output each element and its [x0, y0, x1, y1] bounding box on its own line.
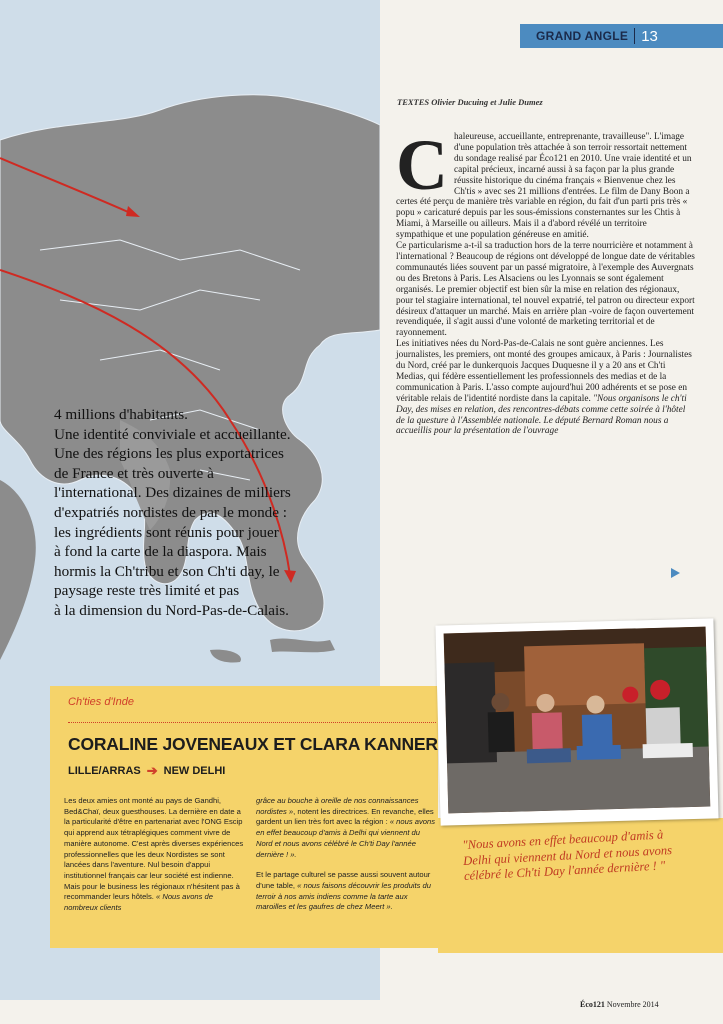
sidebar-col2-quote-a: grâce au bouche à oreille de nos connaissances nordistes »	[256, 796, 419, 816]
sidebar-col2-text-b	[256, 870, 436, 913]
section-header-tab	[520, 24, 723, 48]
article-paragraph-3	[396, 339, 696, 437]
arrow-right-icon: ➔	[146, 763, 158, 778]
article-paragraph-2: Ce particularisme a-t-il sa traduction hors de la terre nourricière et notamment à l'international ? Beaucoup de régions ont développé de longue date de véritables communautés liées souvent par un passé migratoire, à l'exemple des Auvergnats ou des Bretons à Paris. Les Alsaciens ou les Lyonnais se sont également organisés. Le premier objectif est bien sûr la mise en relation des régionaux, pour tel stagiaire international, tel nouvel expatrié, tel patron ou directeur export désireux d'attaquer un marché. Mais en arrière plan -voire de façon ouvertement revendiquée, il s'agit aussi d'une volonté de marketing territorial et de rayonnement.	[396, 241, 695, 339]
sidebar-col2-quote-b: « nous avons en effet beaucoup d'amis à Delhi qui viennent du Nord et nous avons célébré le Ch'ti Day l'année dernière ! ».	[256, 817, 435, 859]
group-photo	[444, 627, 711, 814]
footer-date: Novembre 2014	[606, 1000, 659, 1009]
dropcap-letter: C	[396, 125, 448, 205]
sidebar-headline: CORALINE JOVENEAUX ET CLARA KANNER	[68, 734, 438, 754]
page-number: 13	[641, 27, 658, 45]
photo-frame	[435, 618, 718, 825]
footer-brand: Éco121	[580, 1000, 605, 1009]
pullquote-text: "Nous avons en effet beaucoup d'amis à Delhi qui viennent du Nord et nous avons célébré le Ch'ti Day l'année dernière ! "	[462, 827, 673, 884]
intro-line: l'international. Des dizaines de milliers	[54, 484, 291, 502]
header-separator	[634, 28, 635, 44]
intro-text	[54, 405, 370, 621]
route-from: LILLE/ARRAS	[68, 765, 141, 777]
sidebar-col2-text-a	[256, 796, 436, 860]
intro-line: paysage reste très limité et pas	[54, 582, 240, 600]
dotted-divider	[68, 722, 436, 723]
intro-line: 4 millions d'habitants.	[54, 406, 188, 423]
sidebar-col1-body: Les deux amies ont monté au pays de Gandhi, Bed&Chaï, deux guesthouses. La dernière en date a la particularité d'être en partenariat avec l'ONG Escip qui apprend aux tétraplégiques comment vivre de manière autonome. C'est après diverses expériences professionnelles que les deux Nordistes se sont lancées dans l'aventure. Nul besoin d'appui institutionnel français car leur société est indienne. Mais pour le business les régionaux n'hésitent pas à recommander leurs hôtels.	[64, 796, 244, 902]
intro-line: à la dimension du Nord-Pas-de-Calais.	[54, 601, 289, 619]
article-body	[396, 125, 696, 437]
group-photo-illustration	[444, 627, 711, 814]
route-to: NEW DELHI	[163, 765, 226, 777]
intro-line: Une identité conviviale et accueillante.	[54, 425, 291, 443]
intro-line: les ingrédients sont réunis pour jouer	[54, 523, 279, 541]
intro-line: Une des régions les plus exportatrices	[54, 445, 284, 463]
sidebar-kicker: Ch'ties d'Inde	[68, 696, 134, 708]
continue-arrow-icon	[671, 568, 680, 578]
sidebar-col1-quote: « Nous avons de nombreux clients	[64, 892, 214, 913]
sidebar-column-2	[256, 796, 436, 913]
article-italic-quote: "Nous organisons le ch'ti Day, des mises en relation, des rencontres-débats comme cette soirée à l'hôtel de la questure à l'Assemblée nationale. Le député Bernard Roman nous a accueillis pour la présentation de l'ouvrage	[396, 393, 687, 437]
sidebar-col2-quote-c: « nous faisons découvrir les produits du terroir à nos amis indiens comme la tarte aux maroilles et les gaufres de chez Meert ».	[256, 880, 431, 912]
intro-line: hormis la Ch'tribu et son Ch'ti day, le	[54, 562, 280, 580]
sidebar-column-1	[64, 796, 244, 914]
page-footer	[580, 1000, 659, 1009]
sidebar-col1-text	[64, 796, 244, 914]
section-title: GRAND ANGLE	[536, 29, 629, 43]
intro-line: d'expatriés nordistes de par le monde :	[54, 503, 288, 521]
sidebar-col2-body-a: , notent les directrices. En revanche, elles gardent un lien très fort avec la région :	[256, 806, 434, 827]
intro-line: de France et très ouverte à	[54, 464, 214, 482]
article-paragraph-3-text: Les initiatives nées du Nord-Pas-de-Calais ne sont guère anciennes. Les journalistes, les premiers, ont monté des groupes amicaux, à Paris : Journalistes du Nord, créé par le dunkerquois Jacques Duquesne il y a 20 ans et Ch'ti Medias, qui fédère essentiellement les professionnels des medias et de la communication à Paris. L'asso compte aujourd'hui 200 adhérents et se pose en véritable relais de l'identité nordiste dans la capitale.	[396, 339, 692, 404]
article-credits: TEXTES Olivier Ducuing et Julie Dumez	[397, 97, 543, 107]
intro-line: à fond la carte de la diaspora. Mais	[54, 543, 267, 561]
map-land-africa	[0, 480, 36, 660]
route-line	[68, 763, 225, 779]
sidebar-col2-body-b: Et le partage culturel se passe aussi souvent autour d'une table,	[256, 870, 431, 890]
article-paragraph-1: haleureuse, accueillante, entreprenante, travailleuse". L'image d'une population très attachée à son terroir ressortait nettement du sondage realisé par Éco121 en 2010. Une vraie identité et un capital précieux, incarné aussi à sa façon par la plus grande réussite historique du cinéma français « Bienvenue chez les Ch'tis » avec ses 21 millions d'entrées. Le film de Dany Boon a certes été perçu de manière très variable en région, du fait d'un parti pris très « popu » caricaturé depuis par les sous-émissions consternantes sur les Chtis à Miami, à Marseille ou ailleurs. Mais il a d'abord révélé un territoire sympathique et une population généreuse en amitié.	[396, 132, 692, 241]
